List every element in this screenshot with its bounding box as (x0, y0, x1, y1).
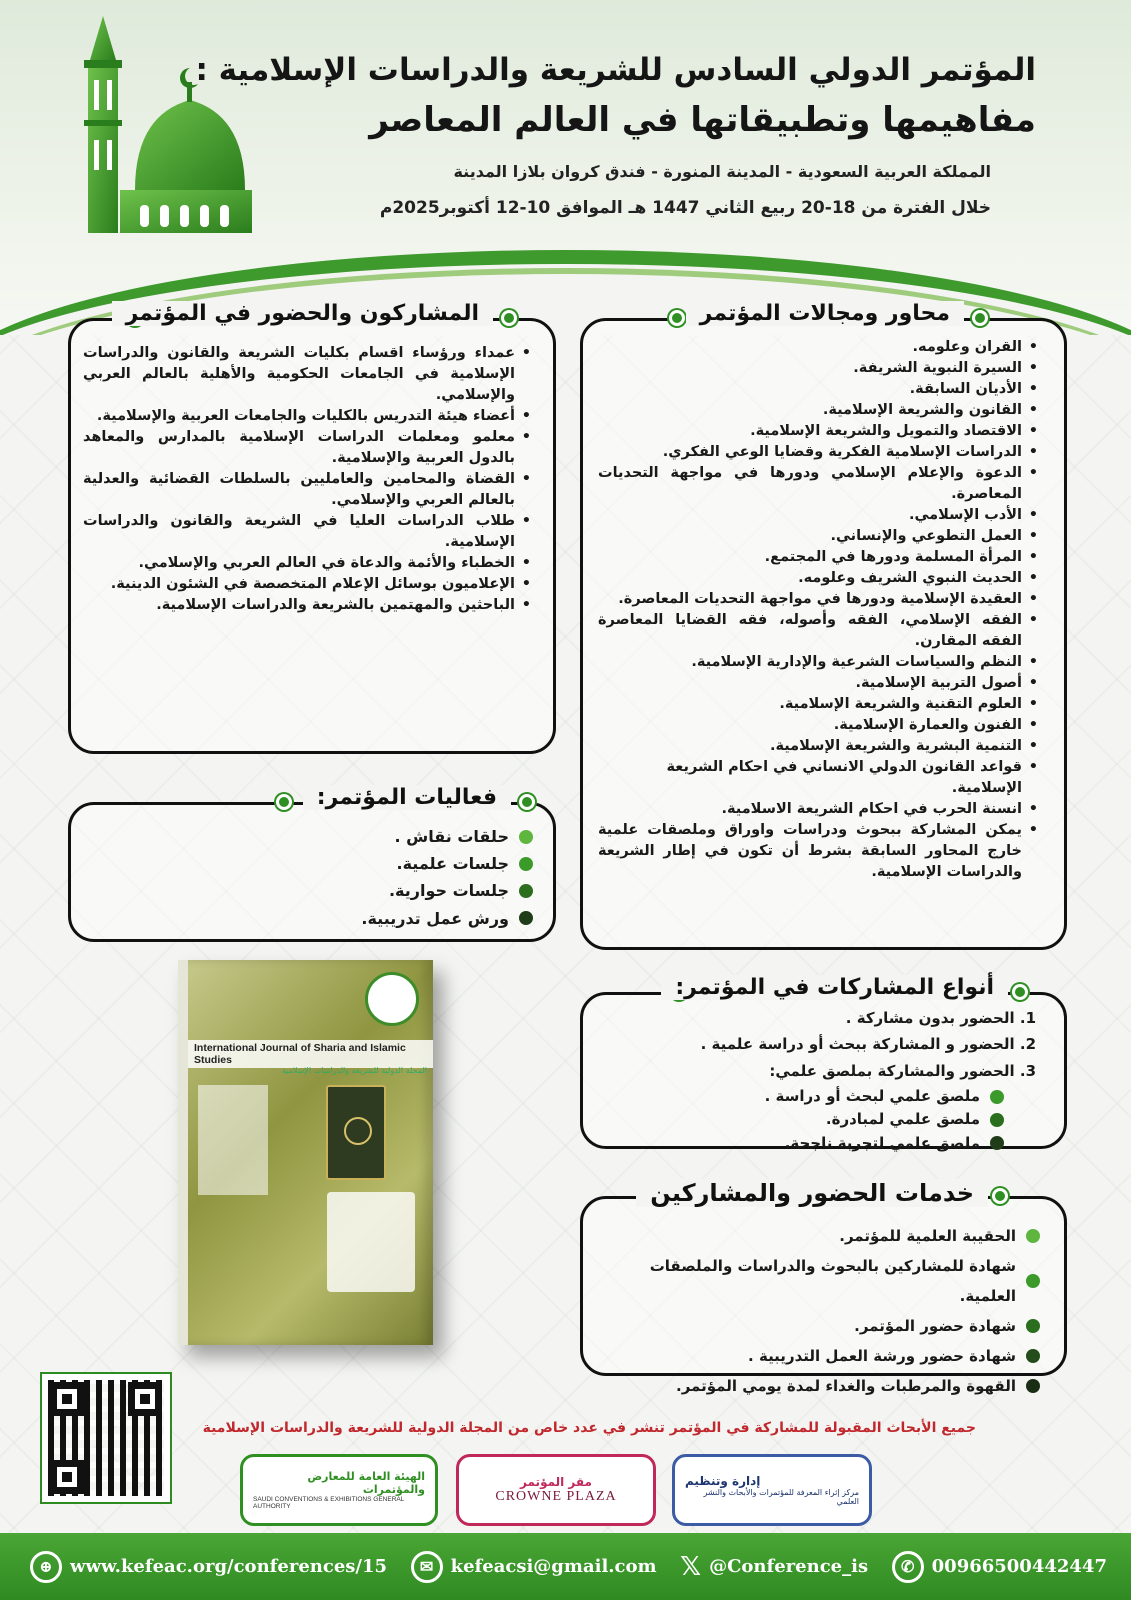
journal-title-en: International Journal of Sharia and Islamic Studies (194, 1042, 406, 1066)
service-text: شهادة حضور ورشة العمل التدريبية . (748, 1347, 1016, 1365)
bullet-dot-icon (1026, 1229, 1040, 1243)
quran-book-icon (326, 1085, 386, 1180)
activity-text: جلسات علمية. (396, 854, 509, 874)
journal-title-ar: المجلة الدولية للشريعة والدراسات الإسلامية (281, 1066, 427, 1075)
activity-text: جلسات حوارية. (388, 881, 509, 901)
list-item: • المرأة المسلمة ودورها في المجتمع. (598, 547, 1038, 568)
list-item (600, 1221, 1040, 1251)
services-title-dot-right (992, 1188, 1008, 1204)
publication-note: جميع الأبحاث المقبولة للمشاركة في المؤتمر تنشر في عدد خاص من المجلة الدولية للشريعة والدراسات الإسلامية (202, 1420, 976, 1436)
axes-list (598, 337, 1038, 883)
list-item (93, 823, 533, 850)
bullet-dot-icon (519, 830, 533, 844)
list-item: • طلاب الدراسات العليا في الشريعة والقانون والدراسات الإسلامية. (83, 511, 531, 553)
bullet-dot-icon (990, 1136, 1004, 1150)
list-item: • الحديث النبوي الشريف وعلومه. (598, 568, 1038, 589)
list-item (624, 1085, 1004, 1108)
service-text: شهادة للمشاركين بالبحوث والدراسات والملصقات العلمية. (649, 1257, 1016, 1305)
axes-title-dot-right (972, 310, 988, 326)
list-item: • القضاة والمحامين والعامليين بالسلطات القضائية والعدلية بالعالم العربي والإسلامي. (83, 469, 531, 511)
bullet-dot-icon (519, 857, 533, 871)
list-item (624, 1132, 1004, 1155)
activity-text: حلقات نقاش . (394, 827, 509, 846)
services-title: خدمات الحضور والمشاركين (636, 1179, 988, 1207)
email-text: kefeacsi@gmail.com (450, 1556, 657, 1577)
types-panel (580, 975, 1067, 1152)
list-item: • يمكن المشاركة ببحوث ودراسات واوراق وملصقات علمية خارج المحاور السابقة بشرط أن تكون في إطار الشريعة والدراسات الإسلامية. (598, 820, 1038, 883)
venue-name: CROWNE PLAZA (495, 1489, 617, 1504)
list-item (624, 1108, 1004, 1131)
types-title: أنواع المشاركات في المؤتمر: (661, 975, 1008, 1000)
types-title-dot-right (1012, 984, 1028, 1000)
list-item: • انسنة الحرب في احكام الشريعة الاسلامية. (598, 799, 1038, 820)
website-text: www.kefeac.org/conferences/15 (70, 1556, 388, 1577)
list-item: 1. الحضور بدون مشاركة . (845, 1009, 1036, 1027)
service-text: الحقيبة العلمية للمؤتمر. (839, 1227, 1016, 1245)
authority-name-en: SAUDI CONVENTIONS & EXHIBITIONS GENERAL AUTHORITY (253, 1496, 405, 1510)
header (0, 0, 1131, 335)
list-item: • أعضاء هيئة التدريس بالكليات والجامعات العربية والإسلامية. (83, 406, 531, 427)
journal-contents-block (198, 1085, 268, 1195)
list-item (93, 850, 533, 877)
list-item: • التنمية البشرية والشريعة الإسلامية. (598, 736, 1038, 757)
authority-name-ar: الهيئة العامة للمعارض والمؤتمرات (307, 1470, 425, 1496)
location-line: المملكة العربية السعودية - المدينة المنورة - فندق كروان بلازا المدينة (453, 162, 991, 181)
list-item: • الإعلاميون بوسائل الإعلام المتخصصة في الشئون الدينية. (83, 574, 531, 595)
x-icon: 𝕏 (680, 1551, 702, 1582)
bullet-dot-icon (1026, 1274, 1040, 1288)
journal-title-band (188, 1040, 433, 1075)
bullet-dot-icon (990, 1113, 1004, 1127)
list-item (600, 1311, 1040, 1341)
authority-logo (240, 1454, 438, 1526)
list-item (600, 1251, 1040, 1311)
list-item: • قواعد القانون الدولي الانساني في احكام الشريعة الإسلامية. (598, 757, 1038, 799)
service-text: القهوة والمرطبات والغداء لمدة يومي المؤتمر. (676, 1377, 1016, 1395)
subtype-text: ملصق علمي لبحث أو دراسة . (764, 1087, 980, 1105)
journal-cover (178, 960, 433, 1345)
subtype-text: ملصق علمي لتجربة ناجحة. (784, 1133, 980, 1152)
twitter-text: @Conference_is (709, 1556, 869, 1577)
subtype-text: ملصق علمي لمبادرة. (825, 1110, 980, 1129)
dates-line: خلال الفترة من 18-20 ربيع الثاني 1447 هـ الموافق 10-12 أكتوبر2025م (379, 198, 991, 218)
list-item (600, 1371, 1040, 1401)
venue-label: مقر المؤتمر (520, 1475, 592, 1489)
list-item: 2. الحضور و المشاركة ببحث أو دراسة علمية . (700, 1035, 1036, 1054)
list-item: • النظم والسياسات الشرعية والإدارية الإسلامية. (598, 652, 1038, 673)
types-sub-list (624, 1085, 1004, 1155)
phone-text: 00966500442447 (931, 1556, 1107, 1577)
activities-panel (68, 785, 556, 942)
list-item: • الدعوة والإعلام الإسلامي ودورها في مواجهة التحديات المعاصرة. (598, 463, 1038, 505)
participants-panel (68, 301, 556, 754)
journal-info-box (327, 1192, 415, 1292)
service-text: شهادة حضور المؤتمر. (854, 1317, 1016, 1335)
qr-code[interactable] (42, 1374, 170, 1502)
list-item: • الدراسات الإسلامية الفكرية وقضايا الوعي الفكري. (598, 442, 1038, 463)
list-item: • الأديان السابقة. (598, 379, 1038, 400)
globe-icon: ⊕ (30, 1551, 62, 1583)
list-item: • الاقتصاد والتمويل والشريعة الإسلامية. (598, 421, 1038, 442)
list-item: • الباحثين والمهتمين بالشريعة والدراسات الإسلامية. (83, 595, 531, 616)
organizer-name: مركز إثراء المعرفة للمؤتمرات والأبحاث والنشر العلمي (703, 1488, 859, 1506)
services-panel (580, 1179, 1067, 1395)
activities-title-dot (276, 794, 292, 810)
participants-title-dot-right (501, 310, 517, 326)
activities-title: فعاليات المؤتمر: (303, 785, 511, 810)
email-link[interactable] (411, 1551, 657, 1583)
list-item: • السيرة النبوية الشريفة. (598, 358, 1038, 379)
list-item: • الفقه الإسلامي، الفقه وأصوله، فقه القضايا المعاصرة الفقه المقارن. (598, 610, 1038, 652)
journal-logo-icon (365, 972, 419, 1026)
participants-list (83, 343, 531, 616)
list-item: • الأدب الإسلامي. (598, 505, 1038, 526)
list-item (600, 1341, 1040, 1371)
bullet-dot-icon (519, 911, 533, 925)
list-item: • معلمو ومعلمات الدراسات الإسلامية بالمدارس والمعاهد بالدول العربية والإسلامية. (83, 427, 531, 469)
mosque-icon (80, 10, 255, 235)
list-item: • القران وعلومه. (598, 337, 1038, 358)
whatsapp-icon: ✆ (892, 1551, 924, 1583)
list-item: • القانون والشريعة الإسلامية. (598, 400, 1038, 421)
title-line-2: مفاهيمها وتطبيقاتها في العالم المعاصر (369, 100, 1036, 140)
list-item: • العمل التطوعي والإنساني. (598, 526, 1038, 547)
twitter-link[interactable] (680, 1552, 868, 1582)
services-list (600, 1221, 1040, 1401)
axes-title: محاور ومجالات المؤتمر (686, 301, 964, 326)
bullet-dot-icon (990, 1090, 1004, 1104)
activity-text: ورش عمل تدريبية. (361, 908, 509, 928)
bullet-dot-icon (519, 884, 533, 898)
phone-link[interactable] (892, 1551, 1107, 1583)
venue-logo (456, 1454, 656, 1526)
footer-bar (0, 1533, 1131, 1600)
qr-finder-icon (50, 1382, 84, 1416)
axes-panel (580, 301, 1067, 950)
bullet-dot-icon (1026, 1319, 1040, 1333)
list-item: • أصول التربية الإسلامية. (598, 673, 1038, 694)
organizer-logo (672, 1454, 872, 1526)
list-item: • العلوم التقنية والشريعة الإسلامية. (598, 694, 1038, 715)
bullet-dot-icon (1026, 1379, 1040, 1393)
website-link[interactable] (30, 1551, 387, 1583)
list-item: • الخطباء والأئمة والدعاة في العالم العربي والإسلامي. (83, 553, 531, 574)
list-item: • العقيدة الإسلامية ودورها في مواجهة التحديات المعاصرة. (598, 589, 1038, 610)
activities-title-dot-right (519, 794, 535, 810)
qr-finder-icon (128, 1382, 162, 1416)
types-list (606, 1005, 1036, 1084)
title-line-1: المؤتمر الدولي السادس للشريعة والدراسات الإسلامية : (195, 52, 1036, 88)
mail-icon: ✉ (411, 1551, 443, 1583)
list-item (93, 877, 533, 904)
activities-list (93, 823, 533, 932)
qr-finder-icon (50, 1460, 84, 1494)
list-item: • عمداء ورؤساء اقسام بكليات الشريعة والقانون والدراسات الإسلامية في الجامعات الحكومية والأهلية بالعالم العربي والإسلامي. (83, 343, 531, 406)
participants-title: المشاركون والحضور في المؤتمر (112, 301, 493, 326)
list-item (93, 905, 533, 932)
list-item: 3. الحضور والمشاركة بملصق علمي: (769, 1061, 1036, 1080)
bullet-dot-icon (1026, 1349, 1040, 1363)
organizer-label: إدارة وتنظيم (685, 1474, 761, 1488)
list-item: • الفنون والعمارة الإسلامية. (598, 715, 1038, 736)
axes-title-dot-left (669, 310, 685, 326)
